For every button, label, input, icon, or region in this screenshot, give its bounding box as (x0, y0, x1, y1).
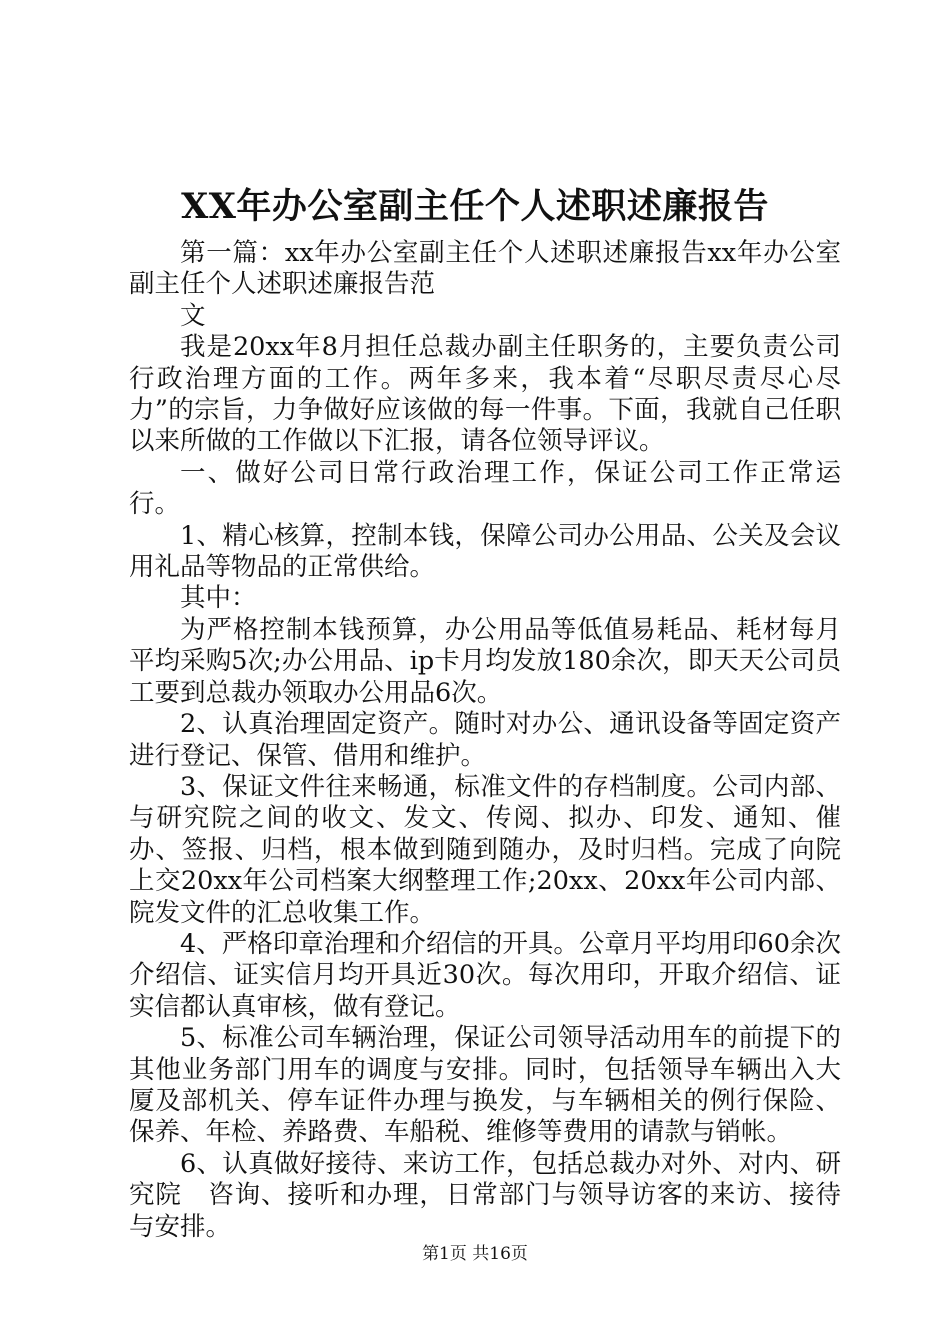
paragraph-item-6: 6、认真做好接待、来访工作，包括总裁办对外、对内、研究院 咨询、接听和办理，日常部门与领导访客的来访、接待与安排。 (129, 1148, 841, 1242)
section-heading-1: 一、做好公司日常行政治理工作，保证公司工作正常运行。 (129, 457, 841, 520)
paragraph-opening: 我是20xx年8月担任总裁办副主任职务的，主要负责公司行政治理方面的工作。两年多来，我本着“尽职尽责尽心尽力”的宗旨，力争做好应该做的每一件事。下面，我就自己任职以来所做的工作做以下汇报，请各位领导评议。 (129, 332, 841, 457)
page-number-footer: 第1页 共16页 (422, 1244, 528, 1264)
paragraph-intro-continued: 文 (180, 300, 206, 331)
paragraph-item-4: 4、严格印章治理和介绍信的开具。公章月平均用印60余次介绍信、证实信月均开具近30次。每次用印，开取介绍信、证实信都认真审核，做有登记。 (129, 928, 841, 1022)
paragraph-intro: 第一篇：xx年办公室副主任个人述职述廉报告xx年办公室副主任个人述职述廉报告范 (129, 238, 841, 300)
document-body (129, 238, 841, 1243)
paragraph-item-1: 1、精心核算，控制本钱，保障公司办公用品、公关及会议用礼品等物品的正常供给。 (129, 520, 841, 583)
paragraph-budget: 为严格控制本钱预算，办公用品等低值易耗品、耗材每月平均采购5次;办公用品、ip卡月均发放180余次，即天天公司员工要到总裁办领取办公用品6次。 (129, 614, 841, 708)
paragraph-item-3: 3、保证文件往来畅通，标准文件的存档制度。公司内部、与研究院之间的收文、发文、传阅、拟办、印发、通知、催办、签报、归档，根本做到随到随办，及时归档。完成了向院上交20xx年公司档案大纲整理工作;20xx、20xx年公司内部、院发文件的汇总收集工作。 (129, 771, 841, 928)
document-title: XX年办公室副主任个人述职述廉报告 (181, 186, 769, 227)
paragraph-among: 其中： (180, 583, 257, 614)
paragraph-item-5: 5、标准公司车辆治理，保证公司领导活动用车的前提下的其他业务部门用车的调度与安排。同时，包括领导车辆出入大厦及部机关、停车证件办理与换发，与车辆相关的例行保险、保养、年检、养路费、车船税、维修等费用的请款与销帐。 (129, 1023, 841, 1148)
paragraph-item-2: 2、认真治理固定资产。随时对办公、通讯设备等固定资产进行登记、保管、借用和维护。 (129, 709, 841, 771)
